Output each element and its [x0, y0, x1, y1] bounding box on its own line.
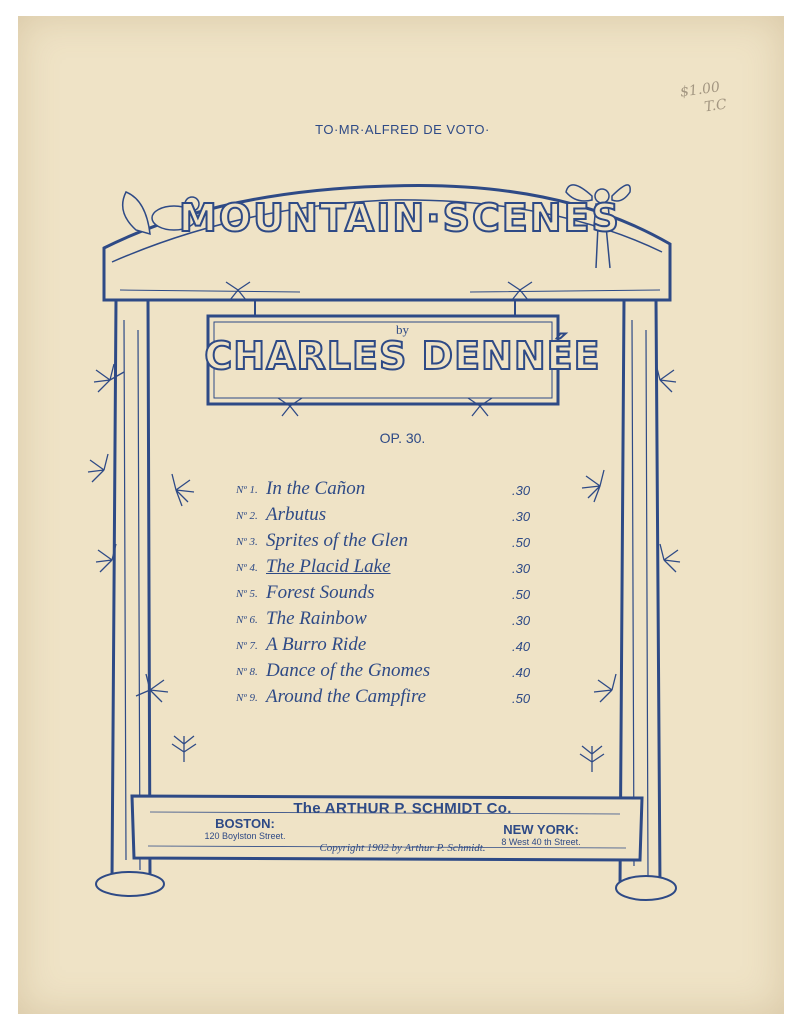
- boston-address: 120 Boylston Street.: [204, 831, 286, 841]
- piece-number: Nº 5.: [236, 588, 258, 600]
- pencil-initials: T.C: [703, 96, 728, 116]
- piece-list: [236, 478, 546, 712]
- new-york-city: NEW YORK:: [503, 822, 579, 837]
- piece-number: Nº 2.: [236, 510, 258, 522]
- piece-price: .30: [512, 613, 531, 628]
- boston-city: BOSTON:: [215, 816, 275, 831]
- piece-number: Nº 6.: [236, 614, 258, 626]
- piece-price: .50: [512, 691, 531, 706]
- piece-price: .30: [512, 483, 531, 498]
- list-item: [236, 582, 546, 608]
- piece-title: Arbutus: [266, 504, 327, 525]
- piece-price: .30: [512, 509, 531, 524]
- piece-price: .30: [512, 561, 531, 576]
- piece-number: Nº 8.: [236, 666, 258, 678]
- piece-number: Nº 3.: [236, 536, 258, 548]
- composer-name: CHARLES DENNÉE: [204, 334, 601, 378]
- piece-price: .50: [512, 535, 531, 550]
- list-item: [236, 686, 546, 712]
- piece-price: .50: [512, 587, 531, 602]
- piece-number: Nº 4.: [236, 562, 258, 574]
- piece-title: Sprites of the Glen: [266, 530, 408, 551]
- opus-number: OP. 30.: [379, 430, 426, 446]
- copyright-notice: Copyright 1902 by Arthur P. Schmidt.: [319, 842, 486, 854]
- list-item: [236, 556, 546, 582]
- cover-title: MOUNTAIN·SCENES: [179, 196, 621, 240]
- pencil-price: $1.00: [679, 79, 721, 101]
- list-item: [236, 478, 546, 504]
- boston-imprint: [180, 816, 310, 841]
- piece-title: The Rainbow: [266, 608, 367, 629]
- piece-title: Forest Sounds: [266, 582, 375, 603]
- dedication: TO·MR·ALFRED DE VOTO·: [315, 122, 490, 137]
- new-york-address: 8 West 40 th Street.: [501, 837, 581, 847]
- piece-number: Nº 9.: [236, 692, 258, 704]
- publisher-name: The ARTHUR P. SCHMIDT Co.: [293, 800, 512, 817]
- list-item: [236, 608, 546, 634]
- piece-number: Nº 1.: [236, 484, 258, 496]
- list-item: [236, 530, 546, 556]
- by-line: by: [396, 322, 409, 337]
- piece-price: .40: [512, 665, 531, 680]
- piece-title: Dance of the Gnomes: [266, 660, 431, 681]
- piece-number: Nº 7.: [236, 640, 258, 652]
- list-item: [236, 634, 546, 660]
- piece-title: A Burro Ride: [266, 634, 367, 655]
- piece-title: Around the Campfire: [266, 686, 427, 707]
- piece-title: In the Cañon: [266, 478, 366, 499]
- list-item: [236, 504, 546, 530]
- piece-title: The Placid Lake: [266, 556, 391, 577]
- list-item: [236, 660, 546, 686]
- piece-price: .40: [512, 639, 531, 654]
